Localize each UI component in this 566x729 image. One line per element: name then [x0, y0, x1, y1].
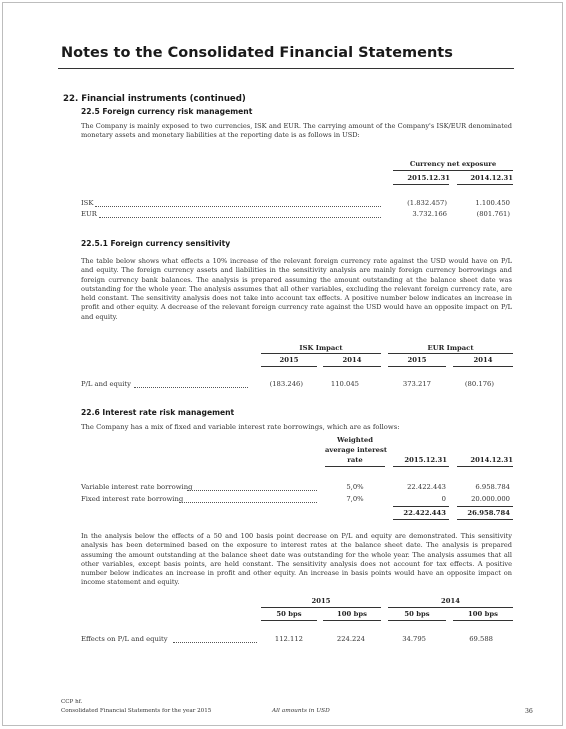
fixed-rate: 7,0% — [346, 495, 364, 503]
column-rule — [325, 466, 385, 467]
leader-dots — [179, 502, 317, 503]
currency-exposure-header: Currency net exposure — [409, 160, 497, 168]
document-page — [2, 2, 563, 726]
section-22-6-heading: 22.6 Interest rate risk management — [81, 408, 235, 417]
isk-2015: (1.832.457) — [407, 199, 447, 207]
column-rule — [453, 366, 513, 367]
header-rule — [58, 68, 514, 69]
variable-2014: 6.958.784 — [475, 483, 510, 491]
variable-2015: 22.422.443 — [407, 483, 446, 491]
row-label-effects-pl-equity: Effects on P/L and equity — [81, 635, 168, 643]
group-rule — [261, 607, 381, 608]
isk-impact-2014: 110.045 — [330, 380, 359, 388]
section-22-6-paragraph: In the analysis below the effects of a 50 and 100 basis point decrease on P/L and equity are demonstrated. This sensitivity analysis has been determined based on the exposure to interest rates at the balance sheet date. The analysis is prepared assuming the amount outstanding at the balance sheet date was outstanding for the whole year. The analysis assumes that all other variables, except basis points, are held constant. The sensitivity analysis does not account for tax effects. A positive number below indicates an increase in profit and other equity. An increase in basis points would have an opposite impact on income statement and equity. — [81, 532, 512, 587]
isk-impact-2015: (183.246) — [269, 380, 303, 388]
eur-col-2014: 2014 — [473, 356, 493, 364]
bps-50-2014: 34.795 — [402, 635, 426, 643]
section-22-5-paragraph: The Company is mainly exposed to two currencies, ISK and EUR. The carrying amount of the Company's ISK/EUR denominated monetary assets and monetary liabilities at the reporting date is as follows in USD: — [81, 122, 512, 140]
column-rule — [453, 620, 513, 621]
eur-col-2015: 2015 — [407, 356, 427, 364]
bps-year-2014-header: 2014 — [441, 597, 460, 605]
column-rule — [261, 620, 317, 621]
variable-rate: 5,0% — [346, 483, 364, 491]
col-100-bps-2015: 100 bps — [337, 610, 367, 618]
isk-col-2015: 2015 — [279, 356, 299, 364]
leader-dots — [187, 490, 317, 491]
leader-dots — [173, 642, 257, 643]
eur-2014: (801.761) — [476, 210, 510, 218]
col-100-bps-2014: 100 bps — [468, 610, 498, 618]
col-50-bps-2014: 50 bps — [404, 610, 430, 618]
col-2015-12-31: 2015.12.31 — [404, 456, 447, 464]
row-label-pl-equity: P/L and equity — [81, 380, 131, 388]
group-rule — [388, 353, 513, 354]
footer-amounts-note: All amounts in USD — [272, 708, 330, 714]
column-rule — [393, 466, 449, 467]
column-rule — [457, 466, 513, 467]
column-rule — [261, 366, 317, 367]
col-2014-12-31: 2014.12.31 — [470, 174, 513, 182]
section-22-6-intro: The Company has a mix of fixed and variable interest rate borrowings, which are as follows: — [81, 423, 400, 431]
column-rule — [323, 366, 381, 367]
group-rule — [261, 353, 381, 354]
section-22-5-1-heading: 22.5.1 Foreign currency sensitivity — [81, 239, 231, 248]
col-2014-12-31: 2014.12.31 — [470, 456, 513, 464]
fixed-2014: 20.000.000 — [471, 495, 510, 503]
wair-header-line1: Weighted — [337, 436, 373, 444]
fixed-2015: 0 — [441, 495, 446, 503]
total-2014: 26.958.784 — [467, 509, 510, 517]
isk-impact-header: ISK Impact — [299, 344, 343, 352]
bps-year-2015-header: 2015 — [311, 597, 331, 605]
group-rule — [388, 607, 513, 608]
row-label-fixed-borrowing: Fixed interest rate borrowing — [81, 495, 184, 503]
total-rule — [457, 506, 513, 507]
row-label-eur: EUR — [81, 210, 97, 218]
wair-header-line3: rate — [347, 456, 363, 464]
column-rule — [323, 620, 381, 621]
bps-100-2015: 224.224 — [336, 635, 365, 643]
eur-impact-2014: (80.176) — [464, 380, 494, 388]
footer-subtitle: Consolidated Financial Statements for the year 2015 — [61, 708, 212, 714]
total-double-rule — [393, 519, 449, 520]
column-rule — [393, 184, 449, 185]
leader-dots — [95, 206, 381, 207]
total-double-rule — [457, 519, 513, 520]
section-22-5-1-paragraph: The table below shows what effects a 10% increase of the relevant foreign currency rate against the USD would have on P/L and equity. The foreign currency assets and liabilities in the sensitivity analysis are mainly foreign currency borrowings and foreign currency bank balances. The analysis is prepared assuming the amount outstanding at the balance sheet date was outstanding for the whole year. The analysis assumes that all other variables, excluding the relevant foreign currency rate, are held constant. The sensitivity analysis does not take into account tax effects. A positive number below indicates an increase in profit and other equity. A decrease of the relevant foreign currency rate against the USD would have an opposite impact on P/L and equity. — [81, 257, 512, 321]
column-rule — [388, 620, 446, 621]
bps-50-2015: 112.112 — [274, 635, 303, 643]
column-rule — [457, 184, 513, 185]
section-22-5-heading: 22.5 Foreign currency risk management — [81, 107, 253, 116]
footer-company: CCP hf. — [61, 699, 83, 705]
total-2015: 22.422.443 — [403, 509, 446, 517]
wair-header-line2: average interest — [325, 446, 387, 454]
row-label-variable-borrowing: Variable interest rate borrowing — [81, 483, 193, 491]
column-rule — [388, 366, 446, 367]
isk-2014: 1.100.450 — [475, 199, 510, 207]
isk-col-2014: 2014 — [342, 356, 362, 364]
bps-100-2014: 69.588 — [469, 635, 493, 643]
leader-dots — [134, 387, 248, 388]
leader-dots — [99, 217, 381, 218]
eur-impact-header: EUR Impact — [427, 344, 474, 352]
total-rule — [393, 506, 449, 507]
col-50-bps-2015: 50 bps — [276, 610, 302, 618]
row-label-isk: ISK — [81, 199, 94, 207]
page-title: Notes to the Consolidated Financial Statements — [61, 45, 453, 61]
col-2015-12-31: 2015.12.31 — [407, 174, 450, 182]
page-number: 36 — [525, 708, 533, 715]
eur-impact-2015: 373.217 — [402, 380, 431, 388]
header-rule — [393, 170, 513, 171]
eur-2015: 3.732.166 — [412, 210, 447, 218]
section-22-heading: 22. Financial instruments (continued) — [63, 94, 246, 104]
